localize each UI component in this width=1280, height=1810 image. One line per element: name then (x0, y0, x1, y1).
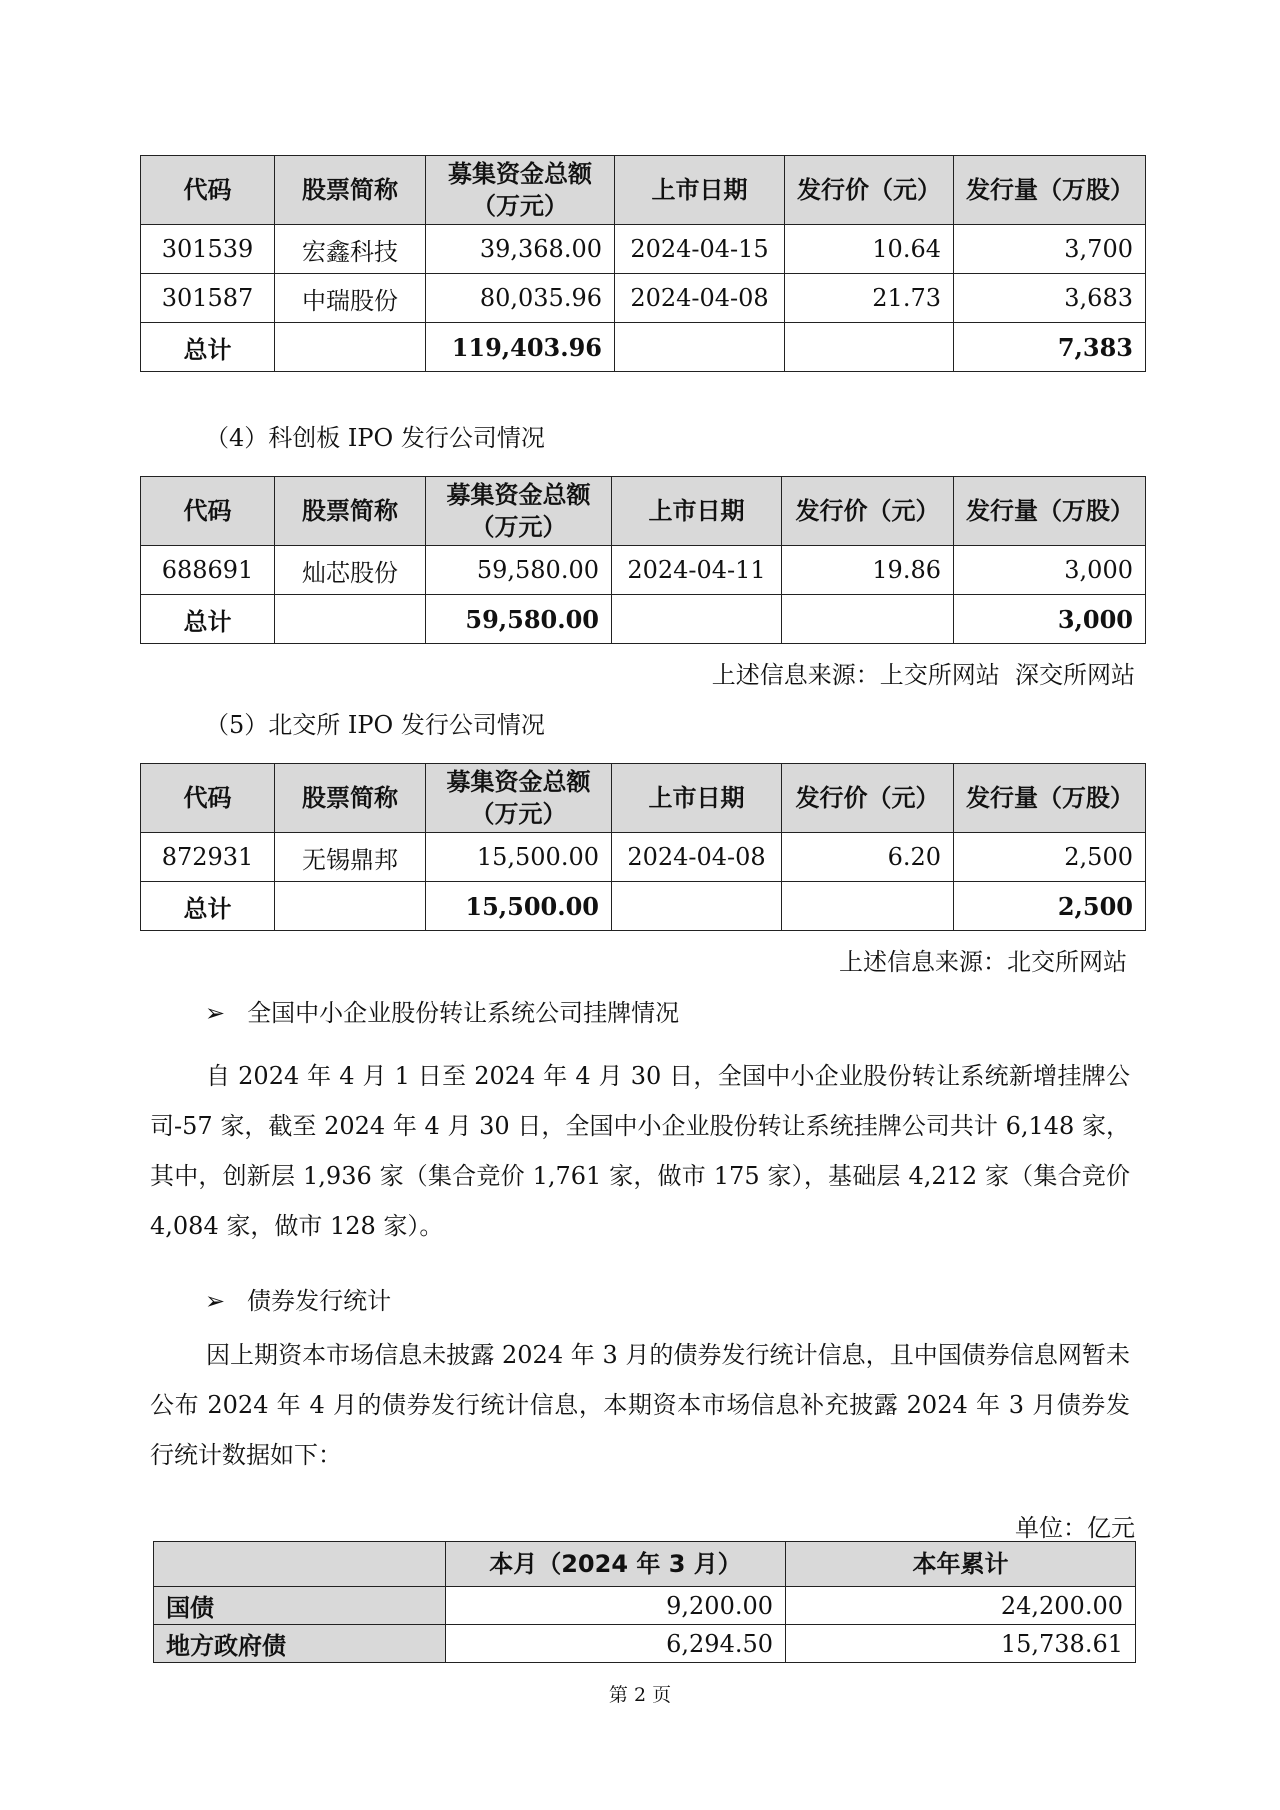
col-header-amount: 募集资金总额（万元） (426, 156, 615, 225)
cell-total-shares: 7,383 (954, 323, 1146, 372)
cell-empty (782, 595, 954, 644)
arrow-bullet-icon: ➢ (205, 1287, 226, 1315)
cell-ytd: 24,200.00 (786, 1587, 1136, 1625)
cell-empty (275, 595, 426, 644)
cell-price: 6.20 (782, 833, 954, 882)
neeq-heading-text: 全国中小企业股份转让系统公司挂牌情况 (247, 999, 680, 1027)
cell-total-label: 总计 (141, 323, 275, 372)
cell-total-amount: 15,500.00 (426, 882, 612, 931)
cell-month: 6,294.50 (446, 1625, 786, 1663)
source-note-bse: 上述信息来源：北交所网站 (839, 948, 1127, 976)
cell-date: 2024-04-08 (612, 833, 782, 882)
neeq-paragraph (150, 1051, 1130, 1251)
cell-shares: 3,700 (954, 225, 1146, 274)
bond-issuance-table (153, 1541, 1136, 1663)
source-note-sse-szse: 上述信息来源：上交所网站 深交所网站 (711, 661, 1135, 689)
table-total-row (141, 595, 1146, 644)
col-header-amount: 募集资金总额（万元） (426, 477, 612, 546)
cell-total-amount: 59,580.00 (426, 595, 612, 644)
col-header-code: 代码 (141, 156, 275, 225)
col-header-month: 本月（2024 年 3 月） (446, 1542, 786, 1587)
cell-ytd: 15,738.61 (786, 1625, 1136, 1663)
table-header-row (141, 156, 1146, 225)
cell-price: 10.64 (785, 225, 954, 274)
cell-total-label: 总计 (141, 595, 275, 644)
section-heading-star-market: （4）科创板 IPO 发行公司情况 (205, 424, 545, 452)
col-header-price: 发行价（元） (785, 156, 954, 225)
ipo-table-chinext (140, 155, 1146, 372)
col-header-price: 发行价（元） (782, 477, 954, 546)
cell-code: 301539 (141, 225, 275, 274)
cell-empty (785, 323, 954, 372)
col-header-date: 上市日期 (612, 764, 782, 833)
cell-amount: 80,035.96 (426, 274, 615, 323)
ipo-table-bse (140, 763, 1146, 931)
col-header-price: 发行价（元） (782, 764, 954, 833)
table-row (141, 833, 1146, 882)
cell-empty (615, 323, 785, 372)
neeq-heading (205, 993, 679, 1028)
cell-amount: 15,500.00 (426, 833, 612, 882)
table-row (154, 1625, 1136, 1663)
arrow-bullet-icon: ➢ (205, 999, 226, 1027)
cell-empty (275, 323, 426, 372)
bonds-paragraph (150, 1330, 1130, 1480)
cell-empty (782, 882, 954, 931)
ipo-table-star-market (140, 476, 1146, 644)
table-row (141, 274, 1146, 323)
cell-name: 中瑞股份 (275, 274, 426, 323)
col-header-ytd: 本年累计 (786, 1542, 1136, 1587)
bonds-paragraph-text: 因上期资本市场信息未披露 2024 年 3 月的债券发行统计信息，且中国债券信息网暂未公布 2024 年 4 月的债券发行统计信息，本期资本市场信息补充披露 2024 年 3 月债券发行统计数据如下： (150, 1341, 1130, 1469)
table-header-row (141, 764, 1146, 833)
table-row (141, 546, 1146, 595)
cell-amount: 59,580.00 (426, 546, 612, 595)
cell-code: 872931 (141, 833, 275, 882)
col-header-shares: 发行量（万股） (954, 477, 1146, 546)
cell-bond-type: 国债 (154, 1587, 446, 1625)
col-header-date: 上市日期 (615, 156, 785, 225)
col-header-empty (154, 1542, 446, 1587)
cell-name: 无锡鼎邦 (275, 833, 426, 882)
cell-price: 19.86 (782, 546, 954, 595)
cell-date: 2024-04-15 (615, 225, 785, 274)
cell-code: 301587 (141, 274, 275, 323)
cell-total-shares: 3,000 (954, 595, 1146, 644)
col-header-shares: 发行量（万股） (954, 764, 1146, 833)
page-number: 第 2 页 (608, 1684, 672, 1706)
col-header-code: 代码 (141, 764, 275, 833)
cell-empty (612, 595, 782, 644)
section-heading-bse: （5）北交所 IPO 发行公司情况 (205, 711, 545, 739)
col-header-amount: 募集资金总额（万元） (426, 764, 612, 833)
col-header-code: 代码 (141, 477, 275, 546)
col-header-name: 股票简称 (275, 764, 426, 833)
cell-name: 宏鑫科技 (275, 225, 426, 274)
col-header-date: 上市日期 (612, 477, 782, 546)
table-header-row (154, 1542, 1136, 1587)
cell-shares: 3,000 (954, 546, 1146, 595)
cell-total-shares: 2,500 (954, 882, 1146, 931)
cell-price: 21.73 (785, 274, 954, 323)
cell-total-amount: 119,403.96 (426, 323, 615, 372)
col-header-name: 股票简称 (275, 156, 426, 225)
cell-month: 9,200.00 (446, 1587, 786, 1625)
cell-date: 2024-04-11 (612, 546, 782, 595)
cell-name: 灿芯股份 (275, 546, 426, 595)
cell-shares: 2,500 (954, 833, 1146, 882)
table-total-row (141, 882, 1146, 931)
cell-code: 688691 (141, 546, 275, 595)
table-row (141, 225, 1146, 274)
neeq-paragraph-text: 自 2024 年 4 月 1 日至 2024 年 4 月 30 日，全国中小企业股份转让系统新增挂牌公司-57 家，截至 2024 年 4 月 30 日，全国中小企业股份转让系统挂牌公司共计 6,148 家，其中，创新层 1,936 家（集合竞价 1,761 家，做市 175 家），基础层 4,212 家（集合竞价 4,084 家，做市 128 家）。 (150, 1062, 1130, 1240)
bonds-heading (205, 1281, 391, 1316)
unit-note: 单位：亿元 (1015, 1514, 1135, 1542)
col-header-name: 股票简称 (275, 477, 426, 546)
cell-bond-type: 地方政府债 (154, 1625, 446, 1663)
cell-empty (612, 882, 782, 931)
cell-empty (275, 882, 426, 931)
bonds-heading-text: 债券发行统计 (247, 1287, 392, 1315)
table-header-row (141, 477, 1146, 546)
table-total-row (141, 323, 1146, 372)
table-row (154, 1587, 1136, 1625)
cell-date: 2024-04-08 (615, 274, 785, 323)
col-header-shares: 发行量（万股） (954, 156, 1146, 225)
cell-shares: 3,683 (954, 274, 1146, 323)
cell-amount: 39,368.00 (426, 225, 615, 274)
cell-total-label: 总计 (141, 882, 275, 931)
